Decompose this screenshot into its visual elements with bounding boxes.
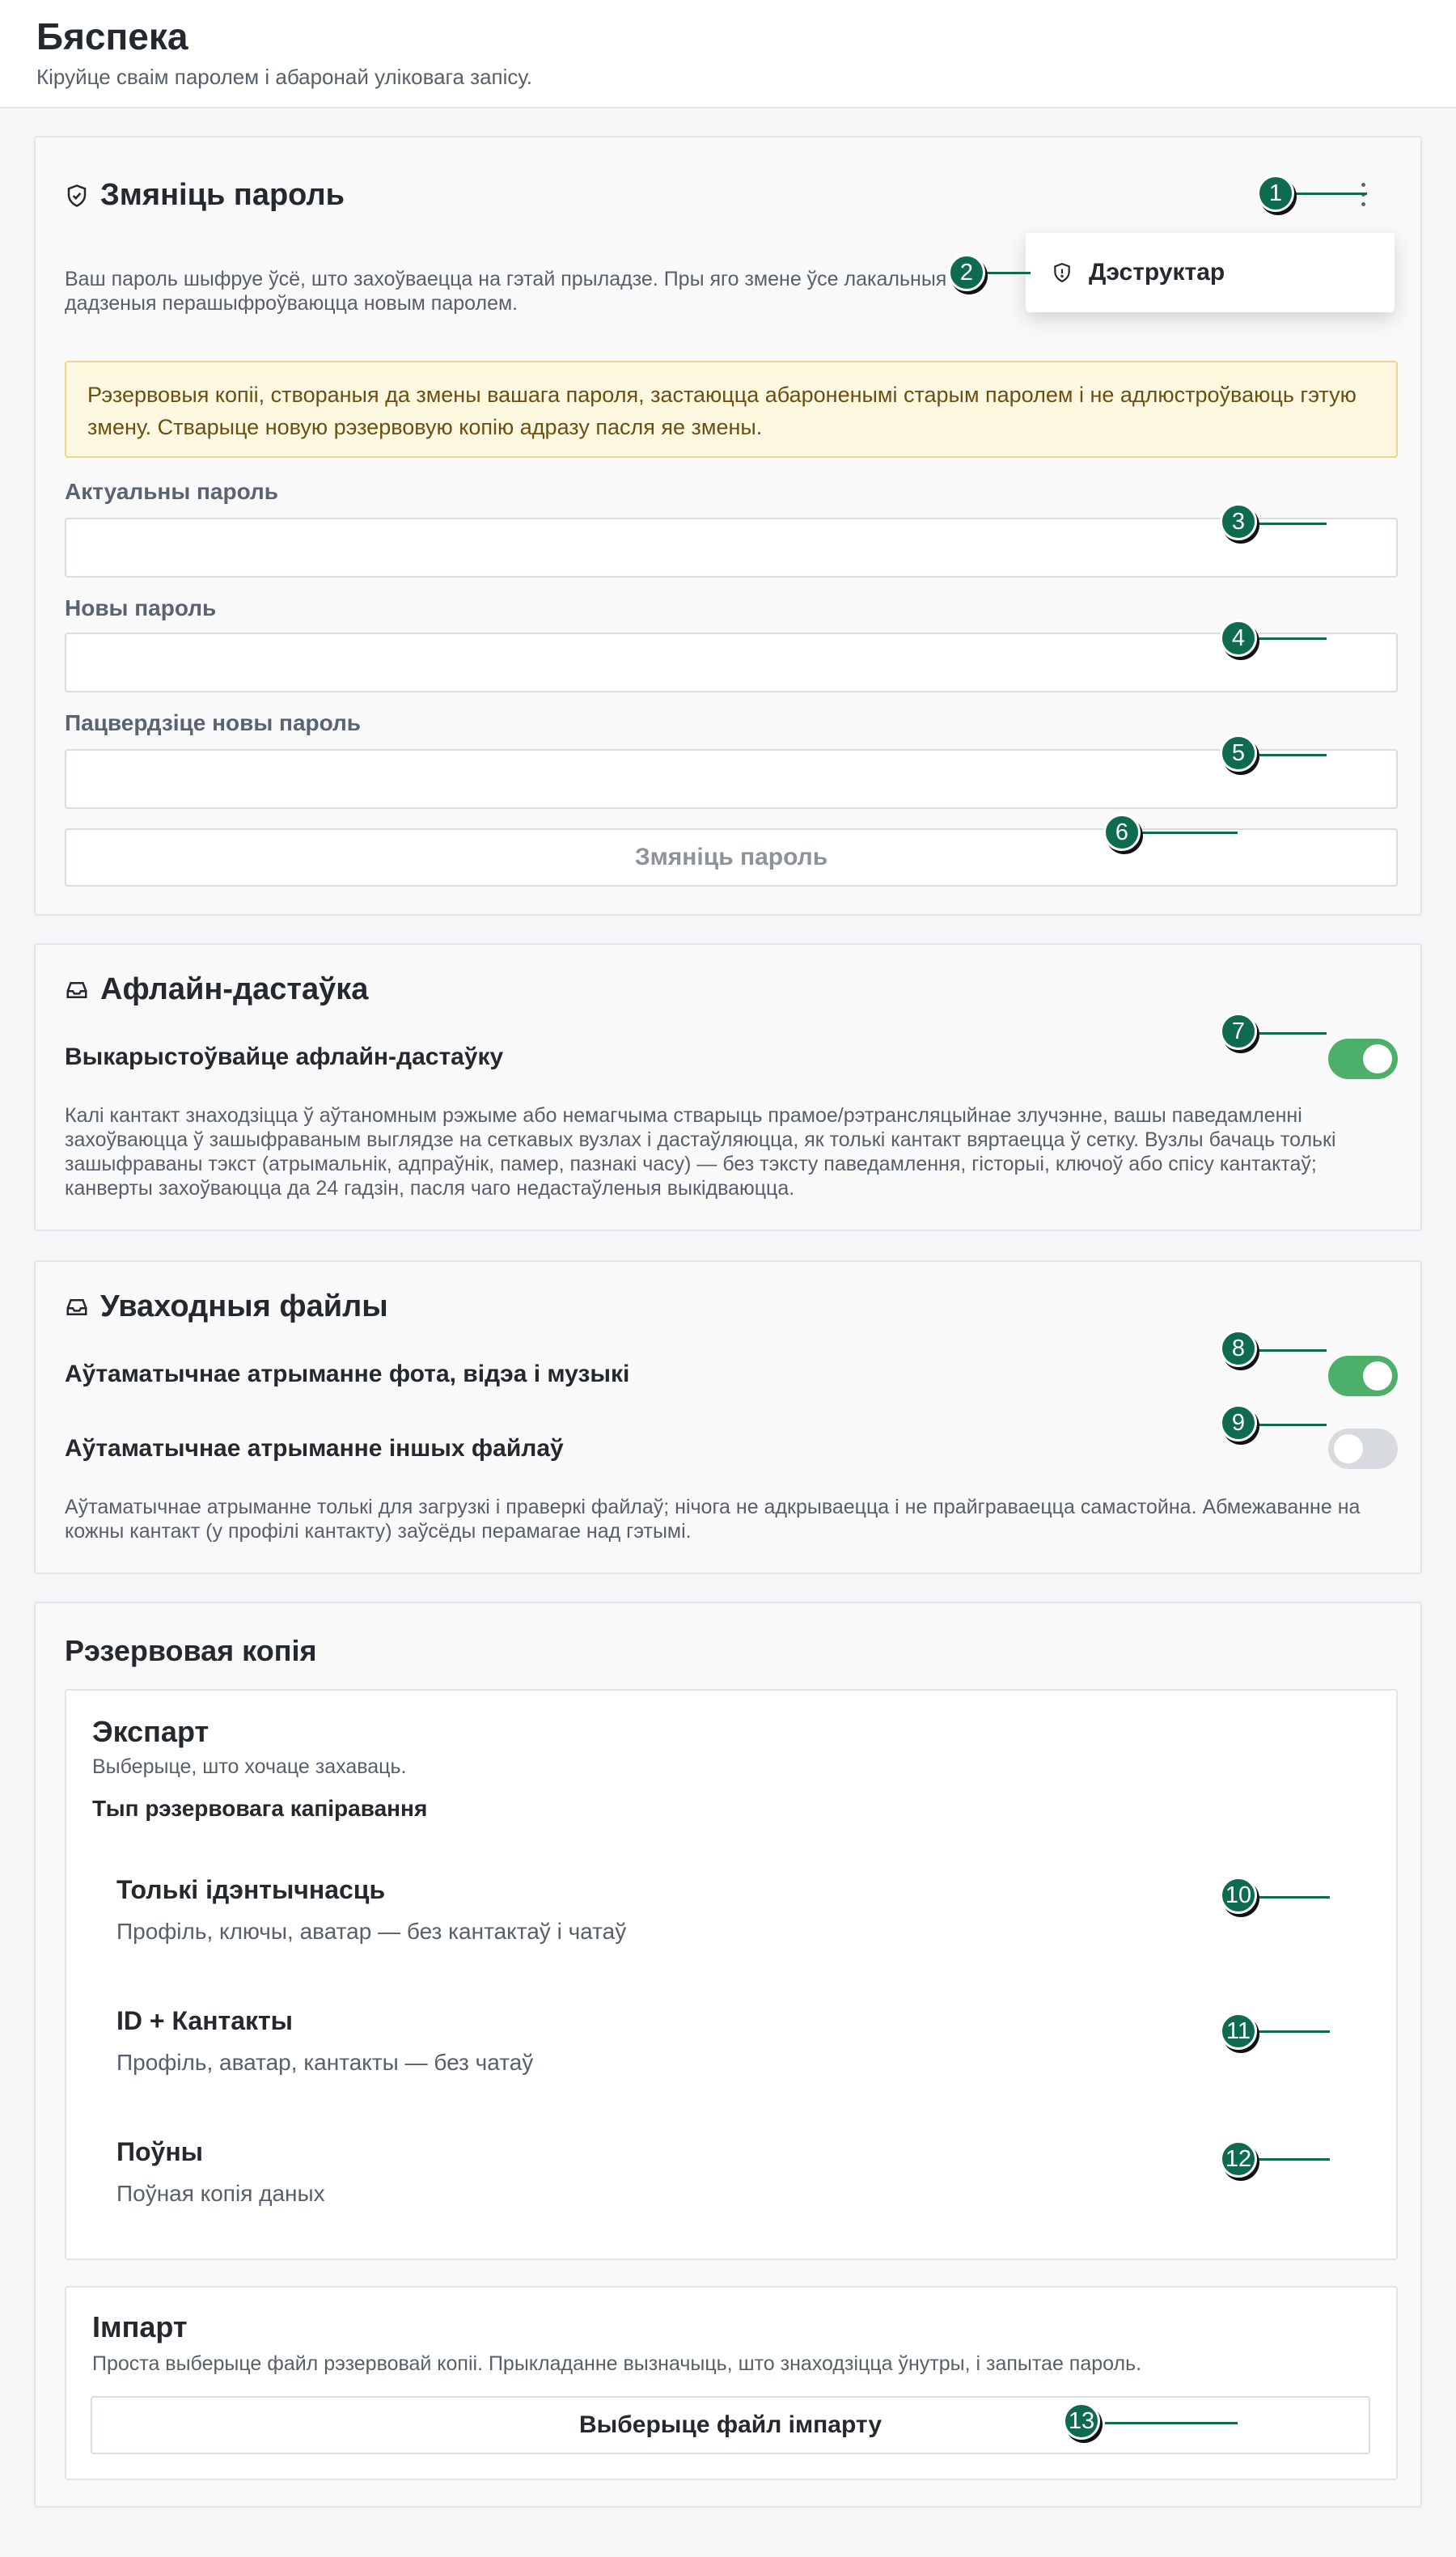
page-title: Бяспека [36,15,188,57]
change-password-title: Змяніць пароль [100,178,345,212]
backup-type-label: Тып рэзервовага капіравання [92,1796,428,1821]
export-section [65,1689,1398,2260]
offline-delivery-title: Афлайн-дастаўка [100,972,369,1006]
annotation-marker-1: 1 [1257,175,1294,212]
backup-option-title: Толькі ідэнтычнасць [116,1875,386,1904]
confirm-password-label: Пацвердзіце новы пароль [65,710,362,735]
marker-line [1254,2030,1330,2033]
annotation-marker-13: 13 [1063,2402,1100,2440]
annotation-marker-6: 6 [1103,814,1141,851]
marker-line [1254,637,1327,640]
annotation-marker-10: 10 [1220,1877,1257,1914]
password-description: Ваш пароль шыфруе ўсё, што захоўваецца на гэтай прыладзе. Пры яго змене ўсе лакальныя дадзеныя перашыфроўваюцца новым паролем. [65,268,947,315]
incoming-files-title: Уваходныя файлы [100,1289,388,1323]
annotation-marker-5: 5 [1220,735,1257,772]
current-password-input[interactable] [65,518,1398,578]
current-password-label: Актуальны пароль [65,479,279,504]
marker-line [1254,754,1327,756]
import-section [65,2286,1398,2480]
destructor-menu-item[interactable]: Дэструктар [1089,259,1225,286]
annotation-marker-11: 11 [1220,2013,1257,2050]
offline-delivery-heading [65,972,368,1007]
marker-line [1254,1032,1327,1035]
marker-line [1254,2158,1330,2161]
destructor-menu [1026,233,1395,312]
marker-line [1141,832,1238,834]
incoming-files-description: Аўтаматычнае атрыманне толькі для загрузкі і праверкі файлаў; нічога не адкрываецца і не прайграваецца самастойна. Абмежаванне на кожны кантакт (у профілі кантакту) заўсёды перамагае над гэтымі. [65,1496,1361,1543]
annotation-marker-4: 4 [1220,620,1257,657]
backup-option-description: Профіль, аватар, кантакты — без чатаў [116,2050,534,2075]
backup-title: Рэзервовая копія [65,1634,317,1667]
offline-delivery-description: Калі кантакт знаходзіцца ў аўтаномным рэжыме або немагчыма стварыць прамое/рэтрансляцыйнае злучэнне, вашы паведамленні захоўваюцца ў зашыфраваным выглядзе на сеткавых вузлах і дастаўляюцца, як толькі кантакт вяртаецца ў сетку. Вузлы бачаць толькі зашыфраваны тэкст (атрымальнік, адпраўнік, памер, пазнакі часу) — без тэксту паведамлення, гісторыі, ключоў або спісу кантактаў; канверты захоўваюцца да 24 гадзін, пасля чаго недастаўленыя выкідваюцца. [65,1104,1336,1200]
new-password-label: Новы пароль [65,595,217,620]
new-password-input[interactable] [65,633,1398,692]
offline-delivery-card [34,943,1422,1231]
backup-card [34,1602,1422,2508]
offline-delivery-label: Выкарыстоўвайце афлайн-дастаўку [65,1044,504,1070]
auto-media-toggle[interactable] [1328,1356,1398,1396]
incoming-files-card [34,1260,1422,1574]
import-description: Проста выберыце файл рэзервовай копіі. Прыкладанне вызначыць, што знаходзіцца ўнутры, і запытае пароль. [92,2352,1142,2375]
marker-line [1254,1424,1327,1426]
export-description: Выберыце, што хочаце захаваць. [92,1755,407,1778]
shield-icon [1052,262,1073,283]
backup-option-description: Поўная копія даных [116,2181,325,2206]
annotation-marker-3: 3 [1220,503,1257,540]
export-title: Экспарт [92,1715,210,1748]
backup-option-title: Поўны [116,2137,203,2166]
inbox-icon [65,978,89,1002]
auto-media-label: Аўтаматычнае атрыманне фота, відэа і музыкі [65,1361,630,1387]
offline-delivery-toggle[interactable] [1328,1039,1398,1079]
backup-option-description: Профіль, ключы, аватар — без кантактаў і чатаў [116,1919,627,1944]
marker-line [1254,1896,1330,1899]
change-password-heading [65,178,345,213]
shield-icon [65,184,89,208]
import-title: Імпарт [92,2310,188,2343]
annotation-marker-12: 12 [1220,2140,1257,2178]
annotation-marker-9: 9 [1220,1404,1257,1441]
marker-line [1254,1349,1327,1352]
incoming-files-heading [65,1289,388,1324]
confirm-password-input[interactable] [65,749,1398,809]
page-subtitle: Кіруйце сваім паролем і абаронай уліковага запісу. [36,65,533,89]
annotation-marker-2: 2 [948,254,985,291]
marker-line [1254,523,1327,525]
inbox-icon [65,1295,89,1319]
annotation-marker-7: 7 [1220,1013,1257,1050]
backup-warning: Рэзервовыя копіі, створаныя да змены вашага пароля, застаюцца абароненымі старым паролем і не адлюстроўваюць гэтую змену. Стварыце новую рэзервовую копію адразу пасля яе змены. [65,361,1398,458]
more-vertical-icon[interactable] [1351,175,1375,215]
auto-files-label: Аўтаматычнае атрыманне іншых файлаў [65,1435,564,1462]
change-password-button[interactable]: Змяніць пароль [65,828,1398,887]
annotation-marker-8: 8 [1220,1330,1257,1367]
choose-import-file-button[interactable]: Выберыце файл імпарту [91,2396,1370,2454]
backup-option-title: ID + Кантакты [116,2006,293,2035]
auto-files-toggle[interactable] [1328,1429,1398,1469]
page-header [0,0,1456,108]
marker-line [1105,2422,1238,2424]
marker-line [982,272,1031,274]
